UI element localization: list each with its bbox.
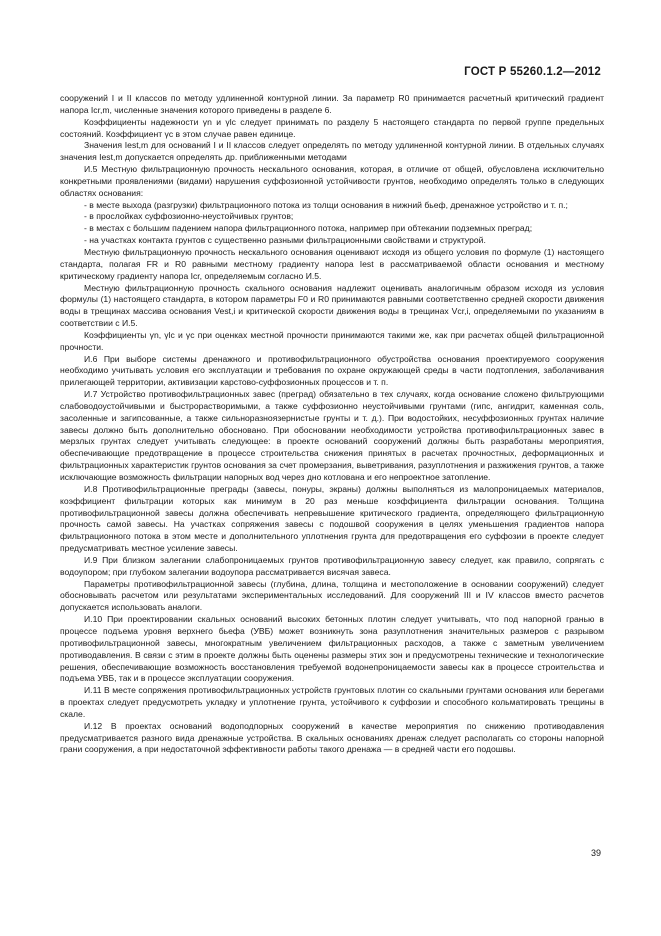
document-code: ГОСТ Р 55260.1.2—2012	[464, 66, 601, 78]
paragraph: И.6 При выборе системы дренажного и противофильтрационного обустройства основания проектируемого сооружения необходимо учитывать условия его эксплуатации и требования по охране окружающей среды в части подтопления, заболачивания прилегающей территории, активизации карстово-суффозионных процессов и т. п.	[60, 353, 604, 388]
paragraph: И.8 Противофильтрационные преграды (завесы, понуры, экраны) должны выполняться из малопроницаемых материалов, коэффициент фильтрации которых как минимум в 20 раз меньше коэффициента фильтрации основания. Толщина противофильтрационной завесы должна обеспечивать непревышение критического градиента, определяющего фильтрационную прочность самой завесы. На участках сопряжения завесы с подошвой сооружения в целях уменьшения градиентов напора фильтрационного потока в этом месте и дополнительного уплотнения грунта для предотвращения его суффозии в проекте следует предусматривать местное усиление завесы.	[60, 483, 604, 554]
paragraph: сооружений I и II классов по методу удлиненной контурной линии. За параметр R0 принимается расчетный критический градиент напора Icr,m, численные значения которого приведены в разделе 6.	[60, 93, 604, 115]
paragraph: Местную фильтрационную прочность скального основания надлежит оценивать аналогичным образом исходя из условия формулы (1) настоящего стандарта, в котором параметры F0 и R0 принимаются равными соответственно средней скорости движения воды в трещинах массива основания Vest,i и критической скорости движения воды в трещинах Vcr,i, определяемыми по указаниям в соответствии с И.5.	[60, 282, 604, 329]
paragraph: И.11 В месте сопряжения противофильтрационных устройств грунтовых плотин со скальными грунтами основания или берегами в проектах следует предусмотреть укладку и уплотнение грунта, устойчивого к суффозии и способного кольматировать трещины в скале.	[60, 685, 604, 719]
paragraph: Коэффициенты γn, γlc и γc при оценках местной прочности принимаются такими же, как при расчетах общей фильтрационной прочности.	[60, 329, 604, 352]
list-item: - на участках контакта грунтов с существенно разными фильтрационными свойствами и структурой.	[84, 235, 486, 246]
paragraph: И.10 При проектировании скальных оснований высоких бетонных плотин следует учитывать, что под напорной гранью в процессе подъема уровня верхнего бьефа (УВБ) может возникнуть зона разуплотнения значительных размеров с разрывом противофильтрационной завесы, многократным увеличением фильтрационных расходов, а также с заметным увеличением противодавления. В связи с этим в проекте должны быть оценены размеры этих зон и предусмотрены технические и технологические решения, обеспечивающие возможность восстановления требуемой водонепроницаемости завесы как в процессе строительства и подъема УВБ, так и в процессе эксплуатации сооружения.	[60, 614, 604, 684]
paragraph: И.7 Устройство противофильтрационных завес (преград) обязательно в тех случаях, когда основание сложено фильтрующими слабоводоустойчивыми и быстрорастворимыми, а также суффозионно неустойчивыми грунтами (гипс, ангидрит, каменная соль, засоленные и загипсованные, а также сильноразноязернистые грунты и т. д.). При водостойких, несуффозионных грунтах наличие завесы должно быть дополнительно обосновано. При обосновании необходимости устройства противофильтрационных завес в мерзлых грунтах следует учитывать следующее: в проекте оснований сооружений должны быть разработаны мероприятия, обеспечивающие предотвращение в процессе строительства снижения принятых в расчетах прочностных, деформационных и фильтрационных характеристик грунтов основания за счет промерзания, выветривания, разуплотнения и разжижения грунтов, а также исключающие возможность фильтрации напорных вод через дно котлована и его непроектное затопление.	[60, 389, 604, 482]
list-item: - в месте выхода (разгрузки) фильтрационного потока из толщи основания в нижний бьеф, дренажное устройство и т. п.;	[84, 199, 568, 210]
paragraph: И.5 Местную фильтрационную прочность нескального основания, которая, в отличие от общей, обусловлена исключительно конкретными проявлениями (видами) нарушения суффозионной устойчивости грунтов, необходимо определять только в следующих областях основания:	[60, 164, 604, 198]
paragraph: Значения Iest,m для оснований I и II классов следует определять по методу удлиненной контурной линии. В отдельных случаях значения Iest,m допускается определять др. приближенными методами	[60, 140, 604, 163]
paragraph: И.9 При близком залегании слабопроницаемых грунтов противофильтрационную завесу следует, как правило, сопрягать с водоупором; при глубоком залегании водоупора рассматривается висячая завеса.	[60, 554, 604, 577]
paragraph: Местную фильтрационную прочность нескального основания оценивают исходя из общего условия по формуле (1) настоящего стандарта, полагая FR и R0 равными местному градиенту напора Iest в рассматриваемой области основания и местному критическому градиенту напора Icr, определяемым согласно И.5.	[60, 246, 604, 281]
paragraph: И.12 В проектах оснований водоподпорных сооружений в качестве мероприятия по снижению противодавления предусматривается разного вида дренажные устройства. В скальных основаниях дренаж следует располагать со стороны напорной грани сооружения, а при недостаточной эффективности работы такого дренажа — в средней части его подошвы.	[60, 720, 604, 755]
paragraph: Коэффициенты надежности γn и γlc следует принимать по разделу 5 настоящего стандарта по первой группе предельных состояний. Коэффициент γc в этом случае равен единице.	[60, 116, 604, 139]
document-body	[60, 93, 604, 756]
page-number: 39	[590, 848, 601, 858]
paragraph: Параметры противофильтрационной завесы (глубина, длина, толщина и местоположение в основании сооружений) следует обосновывать расчетом или результатами экспериментальных исследований. Для сооружений III и IV классов вместо расчетов допускается использовать аналоги.	[60, 578, 604, 613]
list-item: - в прослойках суффозионно-неустойчивых грунтов;	[84, 211, 294, 222]
list-item: - в местах с большим падением напора фильтрационного потока, например при обтекании подземных преград;	[84, 223, 533, 234]
